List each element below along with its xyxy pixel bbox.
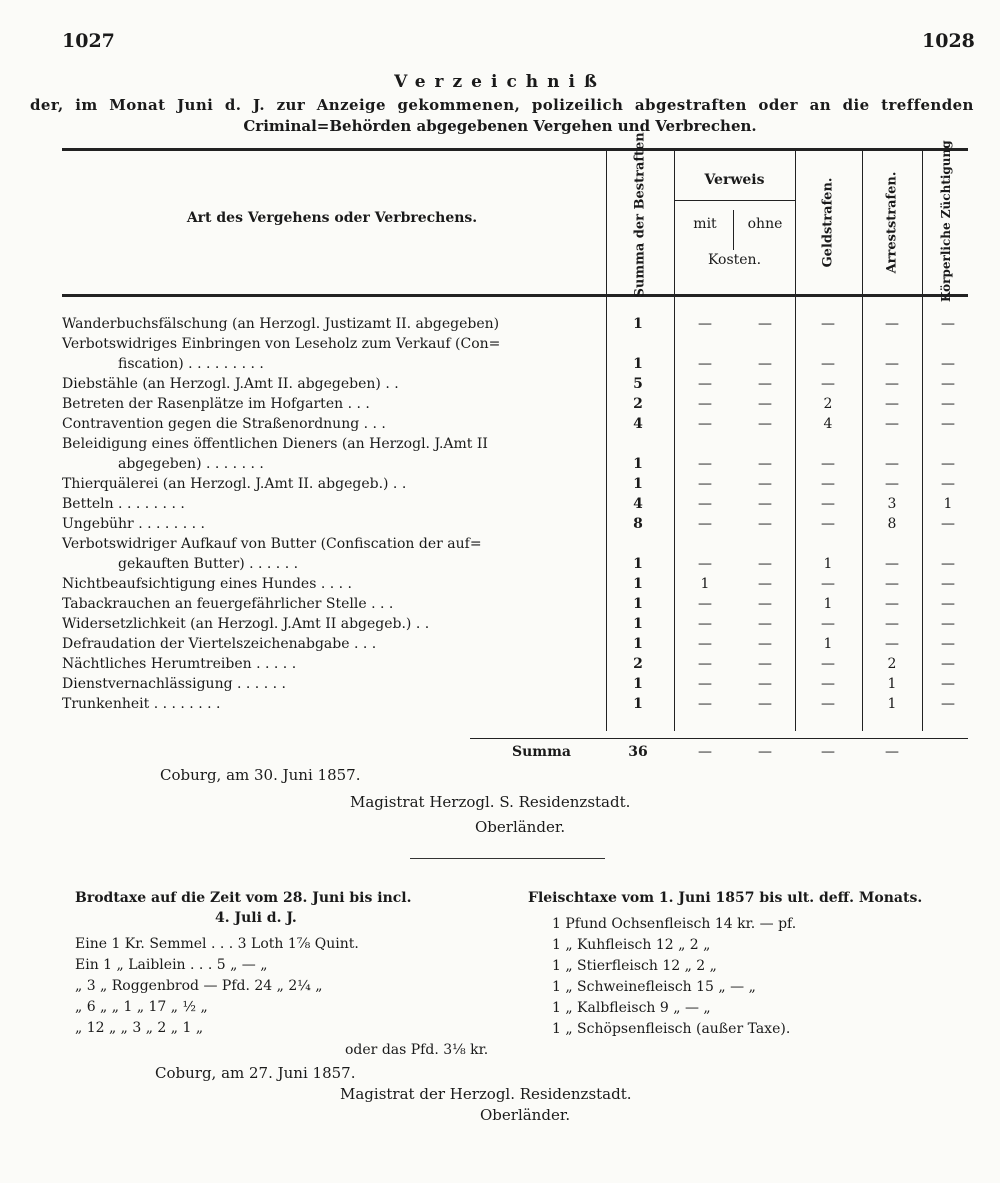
cell-koerper: — xyxy=(941,556,955,572)
header-geld: Geldstrafen. xyxy=(820,177,836,268)
cell-arrest: — xyxy=(885,616,899,632)
cell-mit: — xyxy=(698,616,712,632)
cell-koerper: — xyxy=(941,376,955,392)
cell-arrest: — xyxy=(885,316,899,332)
header-kosten: Kosten. xyxy=(707,252,762,268)
row-label: Wanderbuchsfälschung (an Herzogl. Justizamt II. abgegeben) xyxy=(62,316,500,332)
cell-koerper: — xyxy=(941,316,955,332)
cell-geld: — xyxy=(821,696,835,712)
cell-mit: — xyxy=(698,696,712,712)
page-number-left: 1027 xyxy=(62,30,115,52)
brot-line: „ 6 „ „ 1 „ 17 „ ½ „ xyxy=(75,999,208,1015)
fleisch-line: 1 „ Kuhfleisch 12 „ 2 „ xyxy=(552,937,711,953)
cell-ohne: — xyxy=(758,416,772,432)
cell-summa: 2 xyxy=(633,396,643,412)
sig1-name: Oberländer. xyxy=(475,818,566,836)
summa-arrest: — xyxy=(885,744,899,760)
cell-summa: 1 xyxy=(633,616,643,632)
header-arrest: Arreststrafen. xyxy=(884,171,900,274)
col-divider xyxy=(862,151,863,731)
fleisch-line: 1 „ Kalbfleisch 9 „ — „ xyxy=(552,1000,711,1016)
summa-label: Summa xyxy=(512,744,571,760)
cell-geld: — xyxy=(821,456,835,472)
cell-arrest: — xyxy=(885,476,899,492)
cell-koerper: — xyxy=(941,636,955,652)
cell-arrest: — xyxy=(885,376,899,392)
row-label: Trunkenheit . . . . . . . . xyxy=(62,696,221,712)
cell-summa: 1 xyxy=(633,676,643,692)
row-label: Tabackrauchen an feuergefährlicher Stelle . . . xyxy=(62,596,394,612)
summa-mit: — xyxy=(698,744,712,760)
cell-ohne: — xyxy=(758,576,772,592)
summa-total: 36 xyxy=(628,744,648,760)
col-divider xyxy=(606,151,607,731)
cell-summa: 5 xyxy=(633,376,643,392)
cell-koerper: — xyxy=(941,596,955,612)
row-label: Betteln . . . . . . . . xyxy=(62,496,185,512)
cell-arrest: — xyxy=(885,596,899,612)
cell-ohne: — xyxy=(758,316,772,332)
cell-geld: 4 xyxy=(823,416,833,432)
cell-koerper: — xyxy=(941,356,955,372)
cell-koerper: — xyxy=(941,396,955,412)
fleisch-line: 1 „ Schöpsenfleisch (außer Taxe). xyxy=(552,1021,791,1037)
header-koerper: Körperliche Züchtigung xyxy=(939,140,953,302)
cell-summa: 1 xyxy=(633,576,643,592)
row-label: Dienstvernachlässigung . . . . . . xyxy=(62,676,286,692)
brot-line: „ 12 „ „ 3 „ 2 „ 1 „ xyxy=(75,1020,204,1036)
summa-rule xyxy=(470,738,968,739)
cell-geld: — xyxy=(821,496,835,512)
cell-geld: — xyxy=(821,576,835,592)
cell-summa: 1 xyxy=(633,316,643,332)
cell-mit: — xyxy=(698,556,712,572)
cell-mit: — xyxy=(698,396,712,412)
cell-arrest: — xyxy=(885,396,899,412)
row-label-continued: gekauften Butter) . . . . . . xyxy=(118,556,299,572)
row-label: Nächtliches Herumtreiben . . . . . xyxy=(62,656,297,672)
cell-ohne: — xyxy=(758,496,772,512)
col-divider xyxy=(922,151,923,731)
row-label: Beleidigung eines öffentlichen Dieners (an Herzogl. J.Amt II xyxy=(62,436,488,452)
cell-mit: — xyxy=(698,376,712,392)
cell-mit: — xyxy=(698,476,712,492)
summa-ohne: — xyxy=(758,744,772,760)
brot-place: Coburg, am 27. Juni 1857. xyxy=(155,1064,356,1082)
row-label: Defraudation der Viertelszeichenabgabe . . . xyxy=(62,636,377,652)
document-title: Verzeichniß xyxy=(394,72,606,92)
row-label: Thierquälerei (an Herzogl. J.Amt II. abgegeb.) . . xyxy=(62,476,407,492)
cell-ohne: — xyxy=(758,656,772,672)
row-label: Nichtbeaufsichtigung eines Hundes . . . . xyxy=(62,576,353,592)
cell-geld: 1 xyxy=(823,556,833,572)
cell-ohne: — xyxy=(758,676,772,692)
cell-arrest: — xyxy=(885,356,899,372)
cell-ohne: — xyxy=(758,636,772,652)
sig1-place: Coburg, am 30. Juni 1857. xyxy=(160,766,361,784)
cell-geld: 1 xyxy=(823,596,833,612)
sig1-office: Magistrat Herzogl. S. Residenzstadt. xyxy=(350,793,631,811)
header-summa: Summa der Bestraften. xyxy=(632,127,648,298)
cell-mit: — xyxy=(698,516,712,532)
cell-ohne: — xyxy=(758,456,772,472)
cell-summa: 4 xyxy=(633,496,643,512)
cell-ohne: — xyxy=(758,376,772,392)
cell-mit: — xyxy=(698,356,712,372)
cell-summa: 1 xyxy=(633,356,643,372)
cell-arrest: 1 xyxy=(887,696,897,712)
cell-geld: — xyxy=(821,356,835,372)
cell-koerper: — xyxy=(941,516,955,532)
cell-arrest: — xyxy=(885,456,899,472)
cell-mit: — xyxy=(698,316,712,332)
cell-ohne: — xyxy=(758,476,772,492)
cell-geld: — xyxy=(821,316,835,332)
row-label: Widersetzlichkeit (an Herzogl. J.Amt II abgegeb.) . . xyxy=(62,616,430,632)
brot-line: Ein 1 „ Laiblein . . . 5 „ — „ xyxy=(75,957,268,973)
cell-koerper: — xyxy=(941,576,955,592)
cell-summa: 1 xyxy=(633,636,643,652)
brot-title-2: 4. Juli d. J. xyxy=(215,910,297,926)
brot-name: Oberländer. xyxy=(480,1106,571,1124)
row-label: Betreten der Rasenplätze im Hofgarten . . . xyxy=(62,396,370,412)
cell-summa: 2 xyxy=(633,656,643,672)
cell-koerper: 1 xyxy=(943,496,953,512)
brot-office: Magistrat der Herzogl. Residenzstadt. xyxy=(340,1085,632,1103)
cell-summa: 1 xyxy=(633,696,643,712)
cell-geld: 2 xyxy=(823,396,833,412)
cell-mit: — xyxy=(698,596,712,612)
cell-geld: — xyxy=(821,676,835,692)
brot-line: Eine 1 Kr. Semmel . . . 3 Loth 1⅞ Quint. xyxy=(75,936,359,952)
row-label: Diebstähle (an Herzogl. J.Amt II. abgegeben) . . xyxy=(62,376,399,392)
header-ohne: ohne xyxy=(747,216,783,232)
page-number-right: 1028 xyxy=(922,30,975,52)
cell-ohne: — xyxy=(758,516,772,532)
row-label: Contravention gegen die Straßenordnung . . . xyxy=(62,416,386,432)
document-subtitle-line2: Criminal=Behörden abgegebenen Vergehen und Verbrechen. xyxy=(243,117,757,135)
summa-geld: — xyxy=(821,744,835,760)
cell-ohne: — xyxy=(758,596,772,612)
section-divider xyxy=(410,858,605,859)
row-label-continued: abgegeben) . . . . . . . xyxy=(118,456,264,472)
cell-koerper: — xyxy=(941,416,955,432)
cell-arrest: — xyxy=(885,556,899,572)
cell-geld: — xyxy=(821,616,835,632)
cell-summa: 4 xyxy=(633,416,643,432)
cell-koerper: — xyxy=(941,616,955,632)
cell-arrest: — xyxy=(885,636,899,652)
col-divider xyxy=(674,151,675,731)
cell-mit: — xyxy=(698,636,712,652)
fleisch-title: Fleischtaxe vom 1. Juni 1857 bis ult. deff. Monats. xyxy=(528,890,923,906)
brot-footer: oder das Pfd. 3⅛ kr. xyxy=(345,1042,489,1058)
cell-koerper: — xyxy=(941,696,955,712)
row-label: Verbotswidriges Einbringen von Leseholz zum Verkauf (Con= xyxy=(62,336,501,352)
cell-mit: — xyxy=(698,656,712,672)
cell-ohne: — xyxy=(758,616,772,632)
cell-arrest: 1 xyxy=(887,676,897,692)
cell-summa: 1 xyxy=(633,596,643,612)
cell-geld: — xyxy=(821,656,835,672)
cell-koerper: — xyxy=(941,676,955,692)
header-art: Art des Vergehens oder Verbrechens. xyxy=(186,210,478,226)
brot-title: Brodtaxe auf die Zeit vom 28. Juni bis incl. xyxy=(75,890,412,906)
cell-arrest: 3 xyxy=(887,496,897,512)
verweis-rule xyxy=(674,200,795,201)
cell-ohne: — xyxy=(758,356,772,372)
cell-summa: 1 xyxy=(633,476,643,492)
cell-geld: 1 xyxy=(823,636,833,652)
cell-ohne: — xyxy=(758,556,772,572)
cell-koerper: — xyxy=(941,476,955,492)
cell-summa: 8 xyxy=(633,516,643,532)
cell-ohne: — xyxy=(758,696,772,712)
cell-koerper: — xyxy=(941,656,955,672)
cell-arrest: 2 xyxy=(887,656,897,672)
col-divider xyxy=(795,151,796,731)
cell-koerper: — xyxy=(941,456,955,472)
cell-geld: — xyxy=(821,476,835,492)
cell-mit: — xyxy=(698,416,712,432)
fleisch-line: 1 „ Schweinefleisch 15 „ — „ xyxy=(552,979,756,995)
row-label-continued: fiscation) . . . . . . . . . xyxy=(118,356,264,372)
cell-ohne: — xyxy=(758,396,772,412)
cell-mit: 1 xyxy=(700,576,710,592)
verweis-divider xyxy=(733,210,734,250)
cell-summa: 1 xyxy=(633,456,643,472)
header-mit: mit xyxy=(693,216,717,232)
cell-mit: — xyxy=(698,676,712,692)
fleisch-line: 1 Pfund Ochsenfleisch 14 kr. — pf. xyxy=(552,916,797,932)
row-label: Ungebühr . . . . . . . . xyxy=(62,516,205,532)
row-label: Verbotswidriger Aufkauf von Butter (Confiscation der auf= xyxy=(62,536,482,552)
cell-mit: — xyxy=(698,456,712,472)
cell-arrest: — xyxy=(885,416,899,432)
fleisch-line: 1 „ Stierfleisch 12 „ 2 „ xyxy=(552,958,717,974)
document-subtitle-line1: der, im Monat Juni d. J. zur Anzeige gekommenen, polizeilich abgestraften oder an die treffenden xyxy=(30,96,974,114)
cell-summa: 1 xyxy=(633,556,643,572)
cell-geld: — xyxy=(821,516,835,532)
header-verweis: Verweis xyxy=(704,172,765,188)
cell-arrest: 8 xyxy=(887,516,897,532)
cell-mit: — xyxy=(698,496,712,512)
cell-arrest: — xyxy=(885,576,899,592)
brot-line: „ 3 „ Roggenbrod — Pfd. 24 „ 2¼ „ xyxy=(75,978,323,994)
cell-geld: — xyxy=(821,376,835,392)
